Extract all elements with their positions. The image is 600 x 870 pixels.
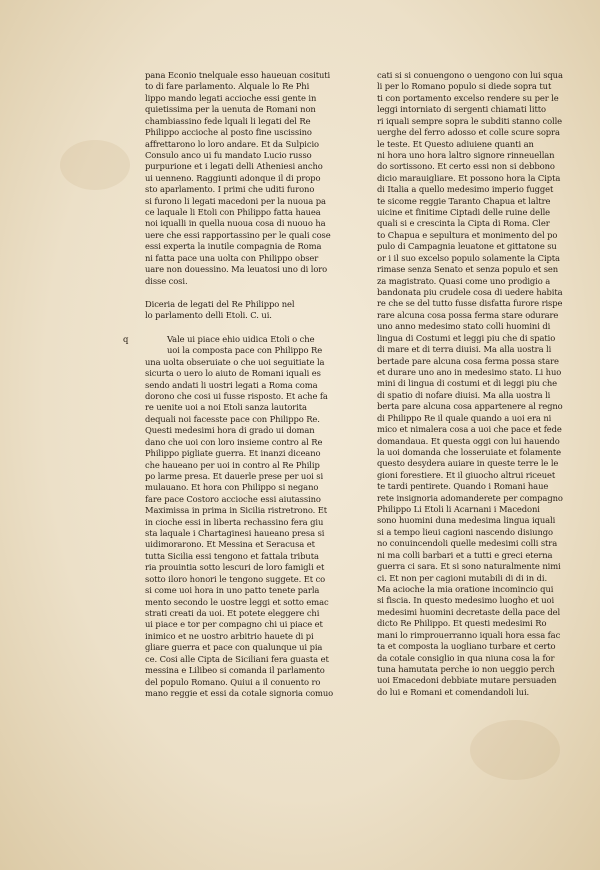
text-line: quali si e crescinta la Cipta di Roma. Cler — [377, 218, 550, 229]
text-line: ti con portamento excelso rendere su per le — [377, 92, 559, 103]
text-line: chambiassino fede lquali li legati del Re — [145, 115, 311, 126]
text-line: essi experta la inutile compagnia de Roma — [145, 241, 322, 252]
text-line: no conuincendoli quelle medesimi colli stra — [377, 538, 558, 549]
paper-stain — [60, 140, 130, 190]
chapter-heading — [145, 299, 350, 322]
text-line: rimase senza Senato et senza populo et sen — [377, 264, 559, 275]
text-line: tutta Sicilia essi tengono et fattala tributa — [145, 550, 319, 561]
text-line: inimico et ne uostro arbitrio hauete di pi — [145, 630, 314, 641]
text-line: ni ma colli barbari et a tutti e greci eterna — [377, 549, 553, 560]
text-line: uno anno medesimo stato colli huomini di — [377, 321, 551, 332]
text-line: disse cosi. — [145, 275, 188, 286]
text-line: Maximissa in prima in Sicilia ristretrono. Et — [145, 505, 328, 516]
text-line: po larme presa. Et dauerle prese per uoi si — [145, 470, 324, 481]
text-line: tuna hamutata perche io non ueggio perch — [377, 663, 555, 674]
text-line: ta et composta la uogliano turbare et certo — [377, 641, 556, 652]
text-line: et durare uno ano in medesimo stato. Li huo — [377, 366, 562, 377]
text-line: di Italia a quello medesimo imperio fugget — [377, 184, 554, 195]
text-line: affrettarono lo loro andare. Et da Sulpicio — [145, 138, 319, 149]
text-line: lingua di Costumi et leggi piu che di spatio — [377, 332, 556, 343]
text-line: rare alcuna cosa possa ferma stare odurare — [377, 309, 559, 320]
text-line: guerra ci sara. Et si sono naturalmente nimi — [377, 561, 561, 572]
text-line: ce. Cosi alle Cipta de Siciliani fera guasta et — [145, 653, 329, 664]
text-line: ce laquale li Etoli con Philippo fatta hauea — [145, 207, 321, 218]
text-line: noi iqualli in quella nuoua cosa di nuouo ha — [145, 218, 326, 229]
text-line: Philippo Li Etoli li Acarnani i Macedoni — [377, 504, 540, 515]
text-line: te sicome reggie Taranto Chapua et laltre — [377, 195, 551, 206]
left-text-column — [123, 70, 350, 699]
text-line: mani lo rimprouerranno iquali hora essa fac — [377, 629, 561, 640]
text-line: uoi la composta pace con Philippo Re — [167, 345, 323, 356]
text-line: Questi medesimi hora di grado ui doman — [145, 425, 315, 436]
text-line: dano che uoi con loro insieme contro al Re — [145, 436, 323, 447]
text-line: che haueano per uoi in contro al Re Philip — [145, 459, 320, 470]
text-line: or i il suo excelso populo solamente la Cipta — [377, 252, 560, 263]
text-line: Vale ui piace ehio uidica Etoli o che — [167, 333, 315, 344]
text-line: berta pare alcuna cosa appartenere al regno — [377, 401, 563, 412]
text-line: leggi intorniato di sergenti chiamati litto — [377, 104, 546, 115]
text-line: te tardi pentirete. Quando i Romani haue — [377, 481, 549, 492]
text-line: quietissima per la uenuta de Romani non — [145, 104, 316, 115]
text-line: si fiscia. In questo medesimo luogho et uoi — [377, 595, 555, 606]
paper-stain — [470, 720, 560, 780]
right-paragraph-1 — [377, 70, 582, 698]
text-line: Ma acioche la mia oratione incomincio qui — [377, 583, 554, 594]
text-line: bandonata piu crudele cosa di uedere habita — [377, 287, 563, 298]
text-line: di mare et di terra diuisi. Ma alla uostra li — [377, 344, 552, 355]
right-text-column — [377, 70, 582, 698]
text-line: za magistrato. Quasi come uno prodigio a — [377, 275, 551, 286]
text-line: bertade pare alcuna cosa ferma possa stare — [377, 355, 559, 366]
text-line: le teste. Et Questo adiuiene quanti an — [377, 138, 534, 149]
text-line: gioni forestiere. Et il giuocho altrui riceuet — [377, 469, 556, 480]
text-line: una uolta obseruiate o che uoi seguitiate la — [145, 356, 325, 367]
text-line: si come uoi hora in uno patto tenete parla — [145, 585, 320, 596]
text-line: ria prouintia sotto lescuri de loro famigli et — [145, 562, 325, 573]
text-line: lo parlamento delli Etoli. C. ui. — [145, 310, 272, 321]
text-line: domandaua. Et questa oggi con lui hauendo — [377, 435, 560, 446]
text-line: ui piace e tor per compagno chi ui piace et — [145, 619, 323, 630]
text-line: gliare guerra et pace con qualunque ui pia — [145, 642, 323, 653]
text-line: ni fatta pace una uolta con Philippo obser — [145, 252, 319, 263]
text-line: sono huomini duna medesima lingua iquali — [377, 515, 556, 526]
text-line: uerghe del ferro adosso et colle scure sopra — [377, 127, 560, 138]
text-line: da cotale consiglio in qua niuna cosa la for — [377, 652, 555, 663]
text-line: sta laquale i Chartaginesi haueano presa si — [145, 528, 325, 539]
text-line: dorono che cosi ui fusse risposto. Et ache fa — [145, 390, 328, 401]
text-line: rete insignoria adomanderete per compagno — [377, 492, 563, 503]
text-line: uicine et finitime Ciptadi delle ruine delle — [377, 207, 551, 218]
text-line: in cioche essi in liberta rechassino fera giu — [145, 516, 324, 527]
text-line: sendo andati li uostri legati a Roma coma — [145, 379, 318, 390]
text-line: Philippo pigliate guerra. Et inanzi diceano — [145, 448, 321, 459]
text-line: ui uenneno. Raggiunti adonque il di propo — [145, 172, 321, 183]
text-line: ci. Et non per cagioni mutabili di di in di. — [377, 572, 548, 583]
text-line: lippo mando legati accioche essi gente in — [145, 92, 317, 103]
text-line: Philippo accioche al posto fine uscissino — [145, 127, 312, 138]
text-line: dicto Re Philippo. Et questi medesimi Ro — [377, 618, 547, 629]
text-line: mico et nimalera cosa a uoi che pace et fede — [377, 424, 562, 435]
text-line: strati creati da uoi. Et potete eleggere chi — [145, 607, 320, 618]
text-line: pana Econio tnelquale esso haueuan cosituti — [145, 70, 331, 80]
text-line: Diceria de legati del Re Philippo nel — [145, 299, 295, 310]
text-line: messina e Lilibeo si comanda il parlamento — [145, 665, 325, 676]
text-line: si a tempo lieui cagioni nascendo disiungo — [377, 526, 553, 537]
text-line: la uoi domanda che losseruiate et folamente — [377, 446, 561, 457]
text-line: questo desydera auiare in queste terre le le — [377, 458, 559, 469]
text-line: mano reggie et essi da cotale signoria comuo — [145, 687, 334, 698]
left-paragraph-2-block — [123, 333, 350, 700]
text-line: re uenite uoi a noi Etoli sanza lautorita — [145, 402, 307, 413]
left-paragraph-1 — [145, 70, 350, 287]
text-line: dequali noi facesste pace con Philippo Re. — [145, 413, 320, 424]
text-line: del populo Romano. Quiui a il conuento ro — [145, 676, 321, 687]
left-paragraph-2 — [145, 334, 350, 700]
initial-guide-letter: q — [123, 333, 129, 344]
text-line: ri iquali sempre sopra le subditi stanno colle — [377, 115, 563, 126]
text-line: uare non douessino. Ma leuatosi uno di loro — [145, 264, 328, 275]
text-line: ni hora uno hora laltro signore rinneuellan — [377, 149, 555, 160]
text-line: Consulo anco ui fu mandato Lucio russo — [145, 149, 312, 160]
text-line: pulo di Campagnia leuatone et gittatone su — [377, 241, 557, 252]
text-line: cati si si conuengono o uengono con lui squa — [377, 70, 563, 80]
text-line: di spatio di nofare diuisi. Ma alla uostra li — [377, 389, 551, 400]
text-line: mento secondo le uostre leggi et sotto emac — [145, 596, 329, 607]
text-line: uidimorarono. Et Messina et Seracusa et — [145, 539, 315, 550]
text-line: dicio marauigliare. Et possono hora la Cipta — [377, 172, 561, 183]
text-line: re che se del tutto fusse disfatta furore rispe — [377, 298, 563, 309]
text-line: to di fare parlamento. Alquale lo Re Phi — [145, 81, 310, 92]
text-line: mini di lingua di costumi et di leggi piu che — [377, 378, 558, 389]
text-line: do lui e Romani et comendandoli lui. — [377, 686, 530, 697]
text-line: uoi Emacedoni debbiate mutare persuaden — [377, 675, 557, 686]
text-line: di Philippo Re il quale quando a uoi era ni — [377, 412, 552, 423]
text-line: sto aparlamento. I primi che uditi furono — [145, 184, 315, 195]
text-line: medesimi huomini decretaste della pace del — [377, 606, 561, 617]
text-line: purpurione et i legati delli Atheniesi ancho — [145, 161, 323, 172]
text-line: do sortissono. Et certo essi non si debbono — [377, 161, 555, 172]
text-line: fare pace Costoro accioche essi aiutassino — [145, 493, 321, 504]
text-line: li per lo Romano populo si diede sopra tut — [377, 81, 552, 92]
text-line: si furono li legati macedoni per la nuoua pa — [145, 195, 326, 206]
text-line: mulauano. Et hora con Philippo si negano — [145, 482, 319, 493]
text-line: sotto iloro honori le tengono suggete. Et co — [145, 573, 326, 584]
text-line: sicurta o uero lo aiuto de Romani iquali es — [145, 368, 321, 379]
text-line: uere che essi rapportassino per le quali cose — [145, 229, 331, 240]
text-line: to Chapua e sepultura et monimento del po — [377, 229, 558, 240]
